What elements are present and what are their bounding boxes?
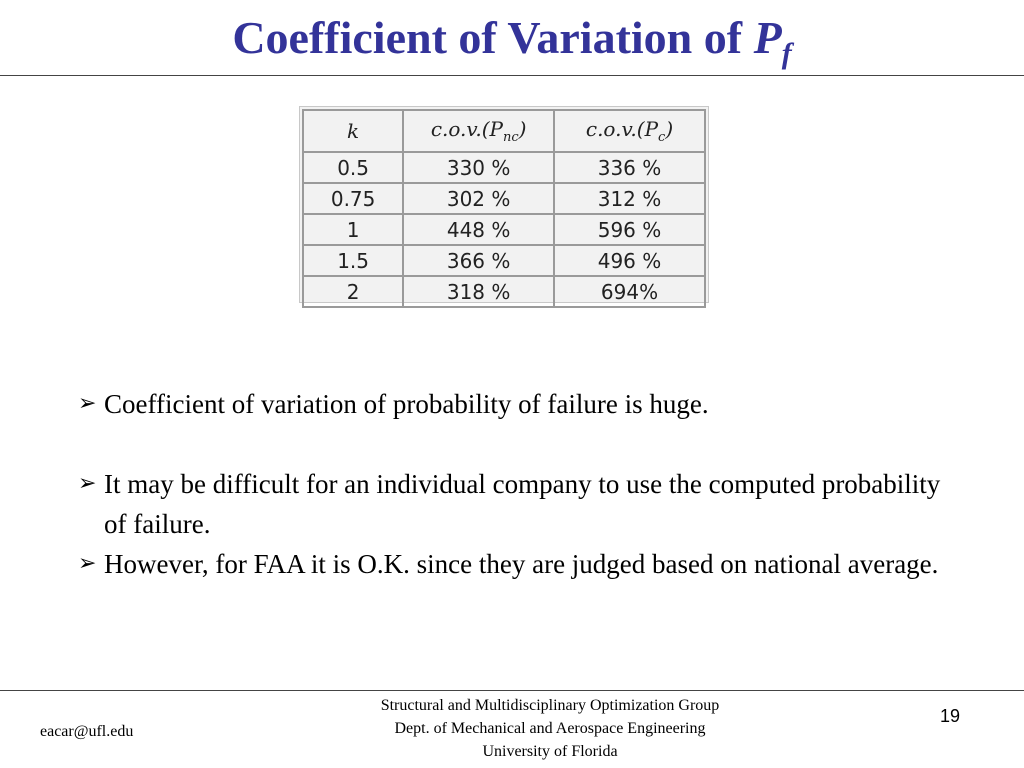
bullet-list (78, 384, 958, 584)
cell-cov-pc: 596 % (554, 214, 705, 245)
slide-title-variable: P (753, 12, 782, 63)
table-row (303, 245, 705, 276)
header-cov-pnc-prefix: c.o.v.(P (430, 117, 503, 141)
arrow-bullet-icon: ➢ (78, 551, 97, 576)
cell-cov-pc: 496 % (554, 245, 705, 276)
cell-k: 0.75 (303, 183, 403, 214)
footer-divider (0, 690, 1024, 691)
header-cov-pc-prefix: c.o.v.(P (585, 117, 659, 141)
footer-university: University of Florida (482, 743, 618, 760)
header-k: k (303, 110, 403, 152)
table-row (303, 152, 705, 183)
cell-cov-pnc: 330 % (403, 152, 554, 183)
header-cov-pc-suffix: ) (665, 117, 674, 141)
arrow-bullet-icon: ➢ (78, 391, 97, 416)
table-row (303, 183, 705, 214)
cell-cov-pc: 336 % (554, 152, 705, 183)
cell-cov-pnc: 366 % (403, 245, 554, 276)
bullet-text: However, for FAA it is O.K. since they are judged based on national average. (104, 549, 939, 579)
footer-email: eacar@ufl.edu (40, 723, 134, 740)
page-number: 19 (939, 706, 961, 726)
table-header-row (303, 110, 705, 152)
header-cov-pnc (403, 110, 554, 152)
cell-cov-pc: 312 % (554, 183, 705, 214)
bullet-item (78, 544, 958, 584)
footer-department: Dept. of Mechanical and Aerospace Engineering (394, 720, 706, 737)
footer-group-name: Structural and Multidisciplinary Optimization Group (380, 697, 720, 714)
cell-cov-pnc: 302 % (403, 183, 554, 214)
bullet-item (78, 464, 958, 544)
table-row (303, 214, 705, 245)
bullet-item (78, 384, 958, 424)
cell-k: 0.5 (303, 152, 403, 183)
cell-cov-pnc: 318 % (403, 276, 554, 307)
cell-k: 1 (303, 214, 403, 245)
header-cov-pc (554, 110, 705, 152)
footer-affiliation (312, 694, 788, 763)
header-cov-pnc-sub: nc (502, 130, 519, 145)
bullet-text: It may be difficult for an individual company to use the computed probability of failure. (104, 469, 941, 539)
header-cov-pc-sub: c (658, 130, 666, 145)
slide-title (0, 8, 1024, 68)
cov-table-image (299, 106, 709, 303)
cell-cov-pnc: 448 % (403, 214, 554, 245)
slide-title-text: Coefficient of Variation of (232, 12, 754, 63)
table-row (303, 276, 705, 307)
cell-k: 1.5 (303, 245, 403, 276)
title-divider (0, 75, 1024, 76)
cell-cov-pc: 694% (554, 276, 705, 307)
slide-title-subscript: f (781, 37, 792, 70)
header-cov-pnc-suffix: ) (518, 117, 527, 141)
bullet-spacer (78, 424, 958, 464)
arrow-bullet-icon: ➢ (78, 471, 97, 496)
cell-k: 2 (303, 276, 403, 307)
bullet-text: Coefficient of variation of probability of failure is huge. (104, 389, 709, 419)
cov-table (302, 109, 706, 308)
